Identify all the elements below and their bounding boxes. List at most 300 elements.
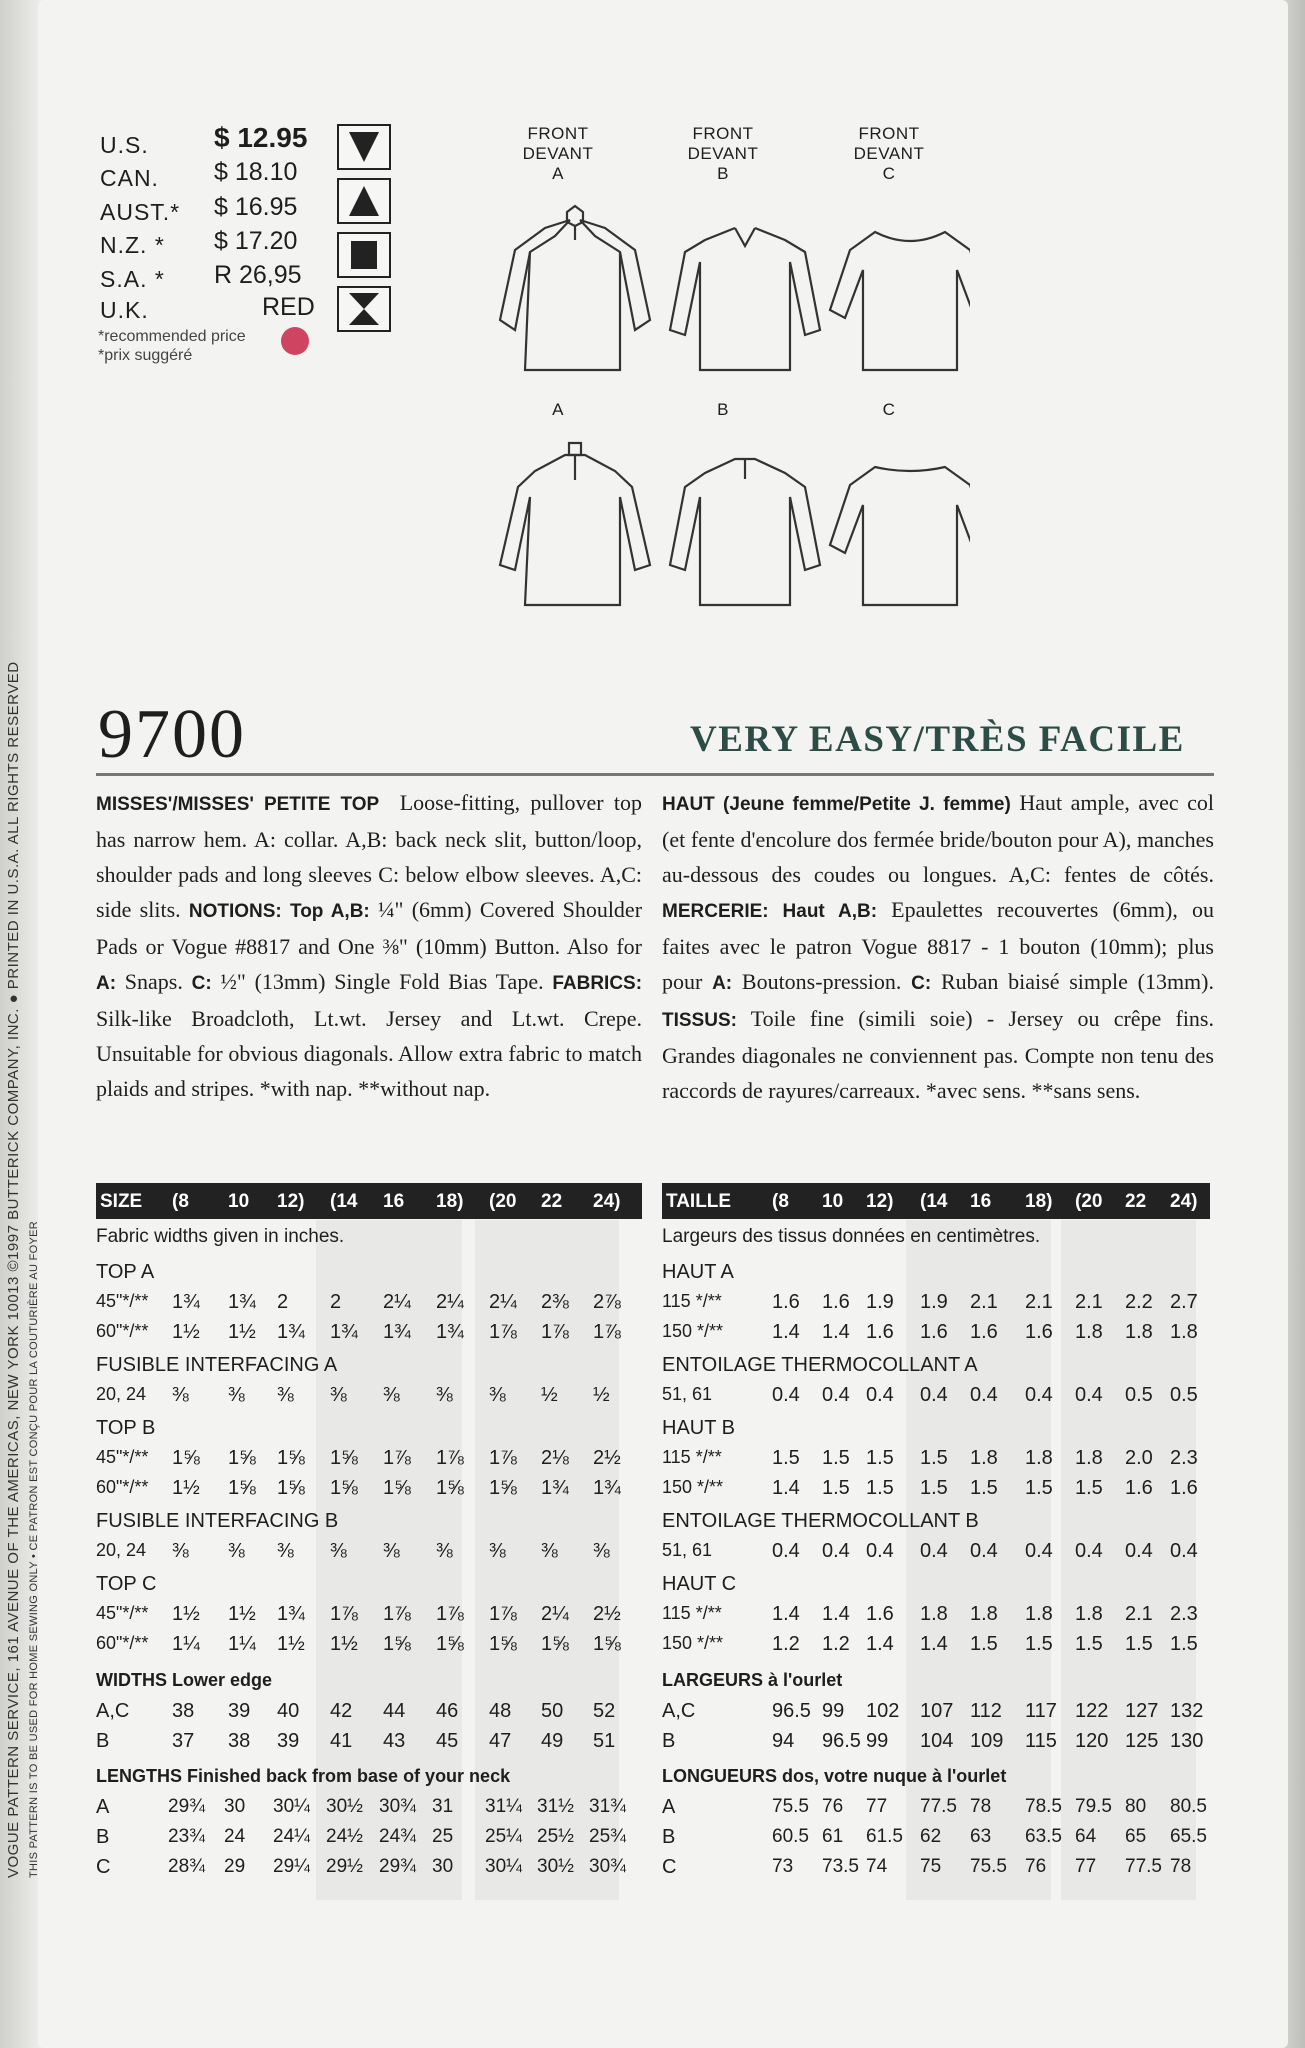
text-fr: Haut ample, avec col (et fente d'encolure dos fermée bride/bouton pour A), manches au-dessous des coudes ou longues. A,C: fentes de côtés. bbox=[662, 790, 1214, 887]
title-fr: HAUT (Jeune femme/Petite J. femme) bbox=[662, 794, 1011, 815]
price-label: U.K. bbox=[100, 297, 149, 323]
size-column-header: (20 bbox=[1075, 1191, 1103, 1212]
table-cell: 63 bbox=[970, 1826, 992, 1847]
mercerie-c: C: bbox=[911, 973, 932, 994]
table-cell: 1⅝ bbox=[436, 1633, 464, 1655]
lengths-title: LONGUEURS dos, votre nuque à l'ourlet bbox=[662, 1766, 1007, 1786]
table-cell: 1½ bbox=[277, 1633, 305, 1655]
table-cell: 1½ bbox=[228, 1603, 256, 1625]
table-cell: ⅜ bbox=[172, 1384, 189, 1406]
price-value: RED bbox=[262, 293, 315, 321]
table-cell: 0.4 bbox=[920, 1540, 948, 1562]
table-cell: 75.5 bbox=[970, 1856, 1007, 1877]
table-cell: 1.5 bbox=[970, 1633, 998, 1655]
back-label-a: A bbox=[552, 400, 564, 419]
table-cell: 1.5 bbox=[866, 1447, 894, 1469]
table-cell: 1.6 bbox=[970, 1321, 998, 1343]
table-cell: 1.6 bbox=[1170, 1477, 1198, 1499]
table-cell: 30 bbox=[224, 1796, 246, 1817]
table-cell: 132 bbox=[1170, 1700, 1204, 1722]
table-cell: 29¾ bbox=[168, 1796, 205, 1817]
table-cell: 2½ bbox=[593, 1447, 621, 1469]
mercerie-a-text: Boutons-pression. bbox=[741, 969, 902, 994]
table-cell: 102 bbox=[866, 1700, 900, 1722]
table-cell: 46 bbox=[436, 1700, 459, 1722]
table-cell: 1⅝ bbox=[277, 1447, 305, 1469]
table-cell: ⅜ bbox=[277, 1384, 294, 1406]
row-label: A bbox=[96, 1796, 110, 1818]
table-cell: 1.5 bbox=[822, 1477, 850, 1499]
price-label: S.A. * bbox=[100, 266, 165, 292]
top-c-front-sketch bbox=[830, 232, 970, 370]
table-cell: 45 bbox=[436, 1730, 459, 1752]
mercerie-a: A: bbox=[712, 973, 733, 994]
row-label: B bbox=[96, 1826, 110, 1848]
description-fr bbox=[662, 785, 1214, 1108]
section-title: FUSIBLE INTERFACING B bbox=[96, 1510, 339, 1532]
garment-illustrations bbox=[470, 200, 970, 610]
table-cell: 1.4 bbox=[772, 1603, 800, 1625]
table-cell: 1⅝ bbox=[383, 1633, 411, 1655]
table-cell: 1⅝ bbox=[228, 1477, 256, 1499]
square-icon bbox=[337, 232, 391, 278]
table-cell: 1⅝ bbox=[383, 1477, 411, 1499]
table-cell: 1.8 bbox=[1075, 1447, 1103, 1469]
table-cell: 1¼ bbox=[172, 1633, 200, 1655]
price-label: CAN. bbox=[100, 165, 159, 191]
table-cell: 99 bbox=[822, 1700, 845, 1722]
size-column-header: (14 bbox=[920, 1191, 948, 1212]
table-cell: 2.1 bbox=[1125, 1603, 1153, 1625]
table-cell: 49 bbox=[541, 1730, 564, 1752]
size-column-header: 18) bbox=[1025, 1191, 1053, 1212]
table-cell: 30¾ bbox=[589, 1856, 626, 1877]
size-column-header: (8 bbox=[172, 1191, 189, 1212]
triangle-up-icon bbox=[337, 178, 391, 224]
table-cell: 1.5 bbox=[866, 1477, 894, 1499]
row-label: 20, 24 bbox=[96, 1384, 147, 1404]
table-cell: 30 bbox=[432, 1856, 454, 1877]
table-cell: ⅜ bbox=[330, 1384, 347, 1406]
table-cell: 1¾ bbox=[172, 1291, 200, 1313]
table-cell: 1.5 bbox=[1170, 1633, 1198, 1655]
table-cell: 40 bbox=[277, 1700, 300, 1722]
section-title: FUSIBLE INTERFACING A bbox=[96, 1354, 338, 1376]
table-cell: 96.5 bbox=[772, 1700, 811, 1722]
table-cell: 1¾ bbox=[228, 1291, 256, 1313]
home-sewing-side-text: THIS PATTERN IS TO BE USED FOR HOME SEWING ONLY • CE PATRON EST CONÇU POUR LA COUTURIÈRE AU FOYER bbox=[28, 1221, 40, 1878]
table-cell: 0.4 bbox=[970, 1384, 998, 1406]
notions-c-text: ½" (13mm) Single Fold Bias Tape. bbox=[220, 969, 544, 994]
table-cell: 62 bbox=[920, 1826, 942, 1847]
notions-top: Top A,B: bbox=[290, 901, 370, 922]
table-cell: 1⅞ bbox=[436, 1447, 464, 1469]
table-cell: 2.0 bbox=[1125, 1447, 1153, 1469]
price-label: N.Z. * bbox=[100, 232, 165, 258]
table-cell: 1.8 bbox=[1170, 1321, 1198, 1343]
row-label: 60"*/** bbox=[96, 1477, 149, 1497]
table-cell: 1.8 bbox=[920, 1603, 948, 1625]
table-cell: ⅜ bbox=[228, 1540, 245, 1562]
table-cell: 24¼ bbox=[273, 1826, 310, 1847]
table-cell: 130 bbox=[1170, 1730, 1204, 1752]
table-cell: 0.4 bbox=[1075, 1540, 1103, 1562]
table-cell: 1.5 bbox=[920, 1447, 948, 1469]
table-cell: 1⅝ bbox=[541, 1633, 569, 1655]
title-en: MISSES'/MISSES' PETITE TOP bbox=[96, 794, 380, 815]
table-cell: ⅜ bbox=[593, 1540, 610, 1562]
row-label: 20, 24 bbox=[96, 1540, 147, 1560]
table-cell: 47 bbox=[489, 1730, 512, 1752]
table-cell: 2.3 bbox=[1170, 1603, 1198, 1625]
table-cell: 1⅝ bbox=[330, 1477, 358, 1499]
table-cell: 1.9 bbox=[866, 1291, 894, 1313]
size-column-header: 22 bbox=[541, 1191, 563, 1212]
top-a-back-sketch bbox=[500, 443, 650, 605]
price-value: $ 18.10 bbox=[214, 158, 298, 186]
price-label: AUST.* bbox=[100, 199, 181, 225]
table-cell: 77.5 bbox=[1125, 1856, 1162, 1877]
table-cell: 25½ bbox=[537, 1826, 574, 1847]
table-cell: 2¼ bbox=[489, 1291, 517, 1313]
table-cell: 31¾ bbox=[589, 1796, 626, 1817]
table-cell: 30½ bbox=[326, 1796, 363, 1817]
table-cell: 1⅝ bbox=[489, 1477, 517, 1499]
table-cell: 115 bbox=[1025, 1730, 1057, 1752]
table-cell: 80.5 bbox=[1170, 1796, 1207, 1817]
row-label: 51, 61 bbox=[662, 1540, 713, 1560]
table-cell: 1⅞ bbox=[383, 1447, 411, 1469]
front-label-a: FRONT DEVANT A bbox=[522, 124, 594, 183]
table-cell: 0.4 bbox=[866, 1540, 894, 1562]
table-cell: 38 bbox=[172, 1700, 195, 1722]
table-cell: 39 bbox=[277, 1730, 300, 1752]
table-cell: 73.5 bbox=[822, 1856, 859, 1877]
table-cell: 1.5 bbox=[1075, 1477, 1103, 1499]
price-value: $ 12.95 bbox=[214, 122, 308, 153]
front-label-c: FRONT DEVANT C bbox=[853, 124, 925, 183]
table-cell: 29¾ bbox=[379, 1856, 416, 1877]
table-cell: 1½ bbox=[172, 1321, 200, 1343]
table-cell: 2¼ bbox=[383, 1291, 411, 1313]
table-cell: 76 bbox=[1025, 1856, 1047, 1877]
table-cell: 1¾ bbox=[277, 1603, 305, 1625]
section-title: HAUT C bbox=[662, 1573, 737, 1595]
table-cell: 1.5 bbox=[1025, 1477, 1053, 1499]
table-cell: 1.8 bbox=[1075, 1321, 1103, 1343]
table-cell: 1⅝ bbox=[489, 1633, 517, 1655]
table-cell: 0.4 bbox=[822, 1540, 850, 1562]
row-label: 60"*/** bbox=[96, 1321, 149, 1341]
mercerie-c-text: Ruban biaisé simple (13mm). bbox=[940, 969, 1214, 994]
table-cell: 1.4 bbox=[822, 1321, 850, 1343]
table-cell: 78 bbox=[1170, 1856, 1192, 1877]
table-cell: ⅜ bbox=[172, 1540, 189, 1562]
table-cell: 2⅛ bbox=[541, 1447, 569, 1469]
widths-title: LARGEURS à l'ourlet bbox=[662, 1670, 843, 1690]
width-note: Fabric widths given in inches. bbox=[96, 1226, 345, 1247]
row-label: 115 */** bbox=[662, 1447, 722, 1467]
row-label: C bbox=[96, 1856, 111, 1878]
table-cell: 1½ bbox=[330, 1633, 358, 1655]
table-cell: 1.5 bbox=[1025, 1633, 1053, 1655]
section-title: TOP B bbox=[96, 1417, 156, 1439]
table-cell: 1.4 bbox=[920, 1633, 948, 1655]
size-column-header: 10 bbox=[228, 1191, 250, 1212]
row-label: B bbox=[662, 1730, 676, 1752]
table-cell: 63.5 bbox=[1025, 1826, 1062, 1847]
table-cell: 1¾ bbox=[383, 1321, 411, 1343]
table-cell: 0.4 bbox=[1125, 1540, 1153, 1562]
back-label-c: C bbox=[882, 400, 896, 419]
table-cell: 42 bbox=[330, 1700, 353, 1722]
table-cell: 0.4 bbox=[1025, 1540, 1053, 1562]
table-cell: 1.4 bbox=[772, 1477, 800, 1499]
table-cell: 1¾ bbox=[541, 1477, 569, 1499]
table-cell: 112 bbox=[970, 1700, 1002, 1722]
notions-label: NOTIONS: bbox=[188, 901, 282, 922]
table-cell: ⅜ bbox=[489, 1384, 506, 1406]
table-cell: 1.5 bbox=[1125, 1633, 1153, 1655]
table-cell: 1.6 bbox=[772, 1291, 800, 1313]
table-cell: 0.4 bbox=[970, 1540, 998, 1562]
table-cell: 122 bbox=[1075, 1700, 1109, 1722]
table-cell: 109 bbox=[970, 1730, 1004, 1752]
table-cell: 96.5 bbox=[822, 1730, 861, 1752]
table-cell: 1.2 bbox=[772, 1633, 800, 1655]
table-cell: 75 bbox=[920, 1856, 942, 1877]
table-cell: 1⅞ bbox=[330, 1603, 358, 1625]
table-cell: 1.8 bbox=[1075, 1603, 1103, 1625]
row-label: 45"*/** bbox=[96, 1447, 149, 1467]
table-cell: 1⅝ bbox=[436, 1477, 464, 1499]
table-cell: 39 bbox=[228, 1700, 251, 1722]
table-cell: 117 bbox=[1025, 1700, 1057, 1722]
notions-a: A: bbox=[96, 973, 117, 994]
size-header-bar bbox=[96, 1183, 642, 1219]
table-cell: 25¾ bbox=[589, 1826, 626, 1847]
table-cell: 51 bbox=[593, 1730, 616, 1752]
table-cell: ⅜ bbox=[383, 1540, 400, 1562]
table-cell: 2.3 bbox=[1170, 1447, 1198, 1469]
table-cell: 0.4 bbox=[822, 1384, 850, 1406]
price-label: U.S. bbox=[100, 132, 149, 158]
table-cell: 2.1 bbox=[1025, 1291, 1053, 1313]
table-cell: 2¼ bbox=[541, 1603, 569, 1625]
table-cell: 1.6 bbox=[1025, 1321, 1053, 1343]
size-header-bar bbox=[662, 1183, 1210, 1219]
mercerie-label: MERCERIE: Haut A,B: bbox=[662, 901, 878, 922]
size-column-header: 24) bbox=[1170, 1191, 1198, 1212]
price-value: $ 17.20 bbox=[214, 227, 298, 255]
table-cell: 1⅝ bbox=[172, 1447, 200, 1469]
publisher-side-text: VOGUE PATTERN SERVICE, 161 AVENUE OF THE AMERICAS, NEW YORK 10013 ©1997 BUTTERICK COMPANY, INC. ● PRINTED IN U.S.A. ALL RIGHTS RESERVED bbox=[5, 661, 22, 1878]
table-cell: 1⅞ bbox=[541, 1321, 569, 1343]
table-cell: 0.4 bbox=[772, 1540, 800, 1562]
table-cell: 0.4 bbox=[1170, 1540, 1198, 1562]
table-cell: 1¾ bbox=[593, 1477, 621, 1499]
tissus-label: TISSUS: bbox=[662, 1010, 737, 1031]
table-cell: 1.6 bbox=[1125, 1477, 1153, 1499]
row-label: 60"*/** bbox=[96, 1633, 149, 1653]
top-b-front-sketch bbox=[670, 228, 820, 370]
table-cell: 0.4 bbox=[772, 1384, 800, 1406]
table-cell: 1.8 bbox=[970, 1603, 998, 1625]
table-cell: 1½ bbox=[172, 1477, 200, 1499]
row-label: 115 */** bbox=[662, 1603, 722, 1623]
table-cell: ⅜ bbox=[436, 1540, 453, 1562]
size-column-header: 16 bbox=[383, 1191, 405, 1212]
table-cell: ⅜ bbox=[330, 1540, 347, 1562]
size-column-header: (8 bbox=[772, 1191, 789, 1212]
row-label: 150 */** bbox=[662, 1321, 724, 1341]
table-cell: 30½ bbox=[537, 1856, 574, 1877]
table-cell: 77.5 bbox=[920, 1796, 957, 1817]
table-cell: 0.4 bbox=[1025, 1384, 1053, 1406]
table-cell: 2 bbox=[330, 1291, 342, 1313]
table-cell: 2⅞ bbox=[593, 1291, 621, 1313]
table-cell: 1.6 bbox=[822, 1291, 850, 1313]
table-cell: 31 bbox=[432, 1796, 454, 1817]
table-cell: 79.5 bbox=[1075, 1796, 1112, 1817]
front-label-b: FRONT DEVANT B bbox=[687, 124, 759, 183]
red-price-dot bbox=[281, 327, 309, 355]
table-cell: 80 bbox=[1125, 1796, 1147, 1817]
section-title: ENTOILAGE THERMOCOLLANT A bbox=[662, 1354, 978, 1376]
table-cell: 1⅞ bbox=[489, 1447, 517, 1469]
top-a-front-sketch bbox=[500, 206, 650, 370]
row-label: B bbox=[96, 1730, 110, 1752]
table-cell: 0.4 bbox=[1075, 1384, 1103, 1406]
table-cell: 48 bbox=[489, 1700, 512, 1722]
row-label: 45"*/** bbox=[96, 1291, 149, 1311]
table-cell: 1.8 bbox=[970, 1447, 998, 1469]
tissus-text: Toile fine (simili soie) - Jersey ou crêpe fins. Grandes diagonales ne conviennent pas. Compte non tenu des raccords de rayures/carreaux. *avec sens. **sans sens. bbox=[662, 1006, 1214, 1103]
table-cell: 1.6 bbox=[920, 1321, 948, 1343]
row-label: 150 */** bbox=[662, 1477, 724, 1497]
table-cell: 2 bbox=[277, 1291, 289, 1313]
row-label: B bbox=[662, 1826, 676, 1848]
table-cell: 29¼ bbox=[273, 1856, 310, 1877]
row-label: A bbox=[662, 1796, 676, 1818]
widths-title: WIDTHS Lower edge bbox=[96, 1670, 273, 1690]
table-cell: 1.4 bbox=[772, 1321, 800, 1343]
table-cell: 1.8 bbox=[1025, 1447, 1053, 1469]
section-title: TOP C bbox=[96, 1573, 157, 1595]
table-cell: 64 bbox=[1075, 1826, 1097, 1847]
table-cell: 78 bbox=[970, 1796, 992, 1817]
table-cell: 1⅞ bbox=[489, 1603, 517, 1625]
size-column-header: (14 bbox=[330, 1191, 358, 1212]
table-cell: 1.4 bbox=[866, 1633, 894, 1655]
table-cell: 1¾ bbox=[330, 1321, 358, 1343]
row-label: C bbox=[662, 1856, 677, 1878]
table-cell: 30¼ bbox=[273, 1796, 310, 1817]
size-column-header: 10 bbox=[822, 1191, 844, 1212]
table-cell: 29 bbox=[224, 1856, 246, 1877]
table-cell: 74 bbox=[866, 1856, 888, 1877]
top-b-back-sketch bbox=[670, 459, 820, 605]
table-cell: 1⅝ bbox=[277, 1477, 305, 1499]
table-cell: 2.2 bbox=[1125, 1291, 1153, 1313]
table-cell: 77 bbox=[866, 1796, 888, 1817]
table-cell: 0.5 bbox=[1125, 1384, 1153, 1406]
table-cell: 38 bbox=[228, 1730, 251, 1752]
table-cell: 50 bbox=[541, 1700, 564, 1722]
table-cell: ⅜ bbox=[228, 1384, 245, 1406]
section-title: TOP A bbox=[96, 1261, 155, 1283]
table-cell: 73 bbox=[772, 1856, 794, 1877]
table-cell: 1⅝ bbox=[228, 1447, 256, 1469]
table-cell: 31½ bbox=[537, 1796, 574, 1817]
table-cell: ⅜ bbox=[436, 1384, 453, 1406]
table-cell: 2¼ bbox=[436, 1291, 464, 1313]
table-cell: 28¾ bbox=[168, 1856, 205, 1877]
row-label: 150 */** bbox=[662, 1633, 724, 1653]
table-cell: 65.5 bbox=[1170, 1826, 1207, 1847]
table-cell: 31¼ bbox=[485, 1796, 522, 1817]
table-cell: 1.4 bbox=[822, 1603, 850, 1625]
table-cell: 94 bbox=[772, 1730, 795, 1752]
table-cell: 2.7 bbox=[1170, 1291, 1198, 1313]
table-cell: 107 bbox=[920, 1700, 954, 1722]
table-cell: 2.1 bbox=[1075, 1291, 1103, 1313]
table-cell: 29½ bbox=[326, 1856, 363, 1877]
difficulty-label: VERY EASY/TRÈS FACILE bbox=[690, 719, 1185, 760]
table-cell: 77 bbox=[1075, 1856, 1097, 1877]
size-column-header: 22 bbox=[1125, 1191, 1147, 1212]
table-cell: 1⅞ bbox=[489, 1321, 517, 1343]
section-title: HAUT A bbox=[662, 1261, 734, 1283]
size-label: SIZE bbox=[100, 1191, 143, 1212]
lengths-title: LENGTHS Finished back from base of your neck bbox=[96, 1766, 511, 1786]
table-cell: 65 bbox=[1125, 1826, 1147, 1847]
table-cell: 1.9 bbox=[920, 1291, 948, 1313]
price-note: *prix suggéré bbox=[98, 347, 193, 364]
price-note: *recommended price bbox=[98, 328, 246, 345]
table-cell: 1.5 bbox=[1075, 1633, 1103, 1655]
mercerie-text: Epaulettes recouvertes (6mm), ou faites avec le patron Vogue 8817 - 1 bouton (10mm); plus pour bbox=[662, 897, 1214, 994]
table-cell: 120 bbox=[1075, 1730, 1109, 1752]
table-cell: 1.6 bbox=[866, 1321, 894, 1343]
table-cell: 1.8 bbox=[1125, 1321, 1153, 1343]
row-label: 115 */** bbox=[662, 1291, 722, 1311]
section-title: HAUT B bbox=[662, 1417, 735, 1439]
table-cell: 37 bbox=[172, 1730, 195, 1752]
table-cell: 41 bbox=[330, 1730, 353, 1752]
size-column-header: 12) bbox=[277, 1191, 305, 1212]
divider bbox=[96, 773, 1214, 776]
table-cell: 1½ bbox=[172, 1603, 200, 1625]
table-cell: 23¾ bbox=[168, 1826, 205, 1847]
table-cell: ½ bbox=[541, 1384, 558, 1406]
table-cell: 52 bbox=[593, 1700, 616, 1722]
table-cell: ½ bbox=[593, 1384, 610, 1406]
table-cell: 1.8 bbox=[1025, 1603, 1053, 1625]
text-en: Loose-fitting, pullover top has narrow hem. A: collar. A,B: back neck slit, button/loop, shoulder pads and long sleeves C: below elbow sleeves. A,C: side slits. bbox=[96, 790, 642, 922]
table-cell: 75.5 bbox=[772, 1796, 809, 1817]
table-cell: 44 bbox=[383, 1700, 406, 1722]
table-cell: 78.5 bbox=[1025, 1796, 1062, 1817]
table-cell: 61 bbox=[822, 1826, 844, 1847]
table-cell: 1⅞ bbox=[436, 1603, 464, 1625]
table-cell: 24½ bbox=[326, 1826, 363, 1847]
notions-c: C: bbox=[191, 973, 212, 994]
table-cell: 1.6 bbox=[866, 1603, 894, 1625]
table-cell: 127 bbox=[1125, 1700, 1159, 1722]
table-cell: 24¾ bbox=[379, 1826, 416, 1847]
table-cell: 125 bbox=[1125, 1730, 1159, 1752]
